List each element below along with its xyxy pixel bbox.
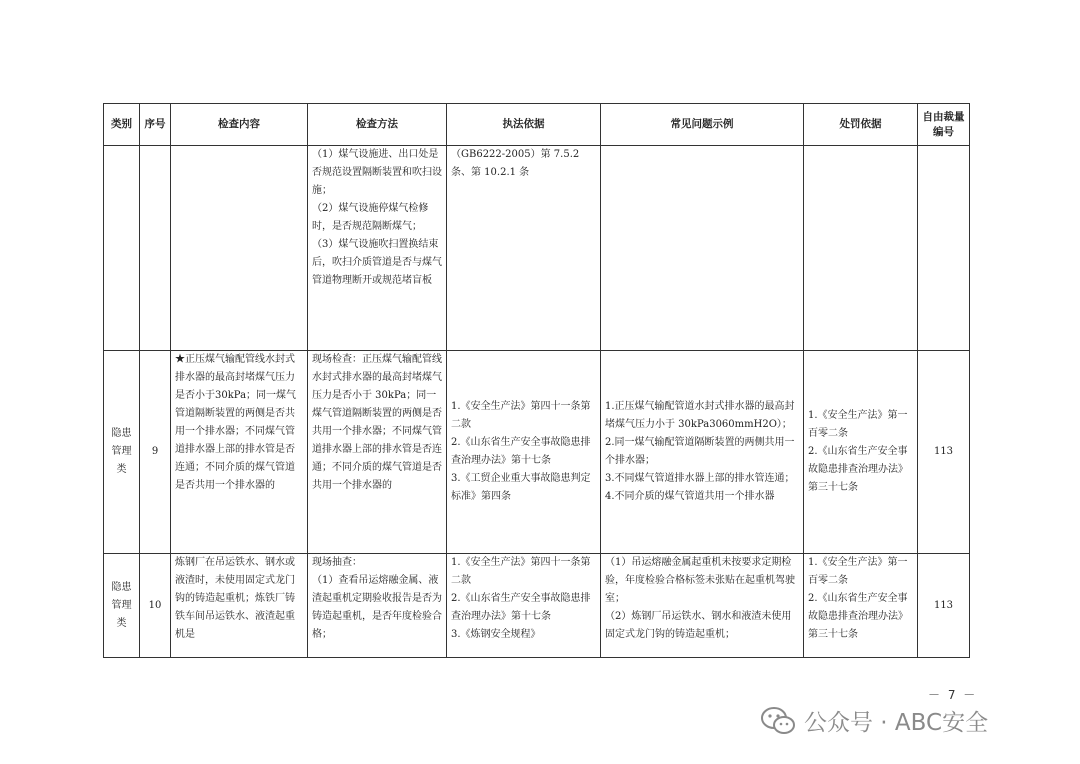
header-row: [104, 104, 970, 146]
table-row: [104, 554, 970, 658]
row-penalty: [804, 554, 918, 658]
row-code: 113: [918, 554, 970, 658]
header-content: 检查内容: [171, 104, 308, 146]
wechat-icon: [760, 706, 796, 736]
header-category: 类别: [104, 104, 140, 146]
penalty-line: 2.《山东省生产安全事故隐患排查治理办法》第三十七条: [808, 593, 908, 640]
basis-line: 2.《山东省生产安全事故隐患排查治理办法》第十七条: [451, 593, 591, 622]
header-basis: 执法依据: [447, 104, 601, 146]
method-line: （3）煤气设施吹扫置换结束后，吹扫介质管道是否与煤气管道物理断开或规范堵盲板: [312, 239, 442, 286]
row-penalty: [804, 351, 918, 554]
penalty-line: 1.《安全生产法》第一百零二条: [808, 410, 908, 439]
row-method: [308, 351, 447, 554]
row-seq: [140, 146, 171, 351]
row-code: [918, 146, 970, 351]
method-line: 现场抽查：: [312, 557, 362, 568]
problem-line: 2.同一煤气输配管道隔断装置的两侧共用一个排水器；: [605, 437, 795, 466]
penalty-line: 2.《山东省生产安全事故隐患排查治理办法》第三十七条: [808, 446, 908, 493]
basis-line: 1.《安全生产法》第四十一条第二款: [451, 401, 591, 430]
problem-line: 1.正压煤气输配管道水封式排水器的最高封堵煤气压力小于 30kPa3060mmH2O）；: [605, 401, 795, 430]
method-line: （1）煤气设施进、出口处是否规范设置隔断装置和吹扫设施；: [312, 149, 442, 196]
row-category: 隐患管理类: [104, 554, 140, 658]
watermark-text: 公众号 · ABC安全: [804, 710, 989, 736]
row-basis: [447, 146, 601, 351]
penalty-line: 1.《安全生产法》第一百零二条: [808, 557, 908, 586]
row-problems: [601, 554, 804, 658]
header-code: 自由裁量编号: [918, 104, 970, 146]
problem-line: （1）吊运熔融金属起重机未按要求定期检验，年度检验合格标签未张贴在起重机驾驶室；: [605, 557, 795, 604]
page-number: － 7 －: [928, 688, 978, 702]
row-basis: [447, 554, 601, 658]
row-content: ★正压煤气输配管线水封式排水器的最高封堵煤气压力是否小于30kPa；同一煤气管道隔断装置的两侧是否共用一个排水器；不同煤气管道排水器上部的排水管是否连通；不同介质的煤气管道是否共用一个排水器的: [171, 351, 308, 554]
header-problems: 常见问题示例: [601, 104, 804, 146]
basis-line: 3.《工贸企业重大事故隐患判定标准》第四条: [451, 473, 591, 502]
row-category: 隐患管理类: [104, 351, 140, 554]
row-penalty: [804, 146, 918, 351]
row-seq: 9: [140, 351, 171, 554]
header-method: 检查方法: [308, 104, 447, 146]
problem-line: （2）炼钢厂吊运铁水、钢水和液渣未使用固定式龙门钩的铸造起重机；: [605, 611, 792, 640]
row-problems: [601, 351, 804, 554]
inspection-table: [103, 103, 970, 658]
header-seq: 序号: [140, 104, 171, 146]
row-method: [308, 554, 447, 658]
row-basis: [447, 351, 601, 554]
basis-line: （GB6222-2005）第 7.5.2 条、第 10.2.1 条: [451, 149, 580, 178]
table-row: [104, 351, 970, 554]
watermark: [760, 704, 988, 737]
row-code: 113: [918, 351, 970, 554]
row-content: [171, 146, 308, 351]
row-category: [104, 146, 140, 351]
row-seq: 10: [140, 554, 171, 658]
header-penalty: 处罚依据: [804, 104, 918, 146]
method-line: 现场检查：正压煤气输配管线水封式排水器的最高封堵煤气压力是否小于 30kPa；同一煤气管道隔断装置的两侧是否共用一个排水器；不同煤气管道排水器上部的排水管是否连通；不同介质的煤气管道是否共用一个排水器的: [312, 354, 442, 491]
row-problems: [601, 146, 804, 351]
problem-line: 3.不同煤气管道排水器上部的排水管连通；: [605, 473, 795, 484]
problem-line: 4.不同介质的煤气管道共用一个排水器: [605, 491, 775, 502]
basis-line: 1.《安全生产法》第四十一条第二款: [451, 557, 591, 586]
row-method: [308, 146, 447, 351]
basis-line: 2.《山东省生产安全事故隐患排查治理办法》第十七条: [451, 437, 591, 466]
basis-line: 3.《炼钢安全规程》: [451, 629, 541, 640]
row-content: 炼钢厂在吊运铁水、钢水或液渣时，未使用固定式龙门钩的铸造起重机；炼铁厂铸铁车间吊运铁水、液渣起重机是: [171, 554, 308, 658]
method-line: （2）煤气设施停煤气检修时，是否规范隔断煤气；: [312, 203, 429, 232]
table-row: [104, 146, 970, 351]
method-line: （1）查看吊运熔融金属、液渣起重机定期验收报告是否为铸造起重机，是否年度检验合格；: [312, 575, 442, 640]
